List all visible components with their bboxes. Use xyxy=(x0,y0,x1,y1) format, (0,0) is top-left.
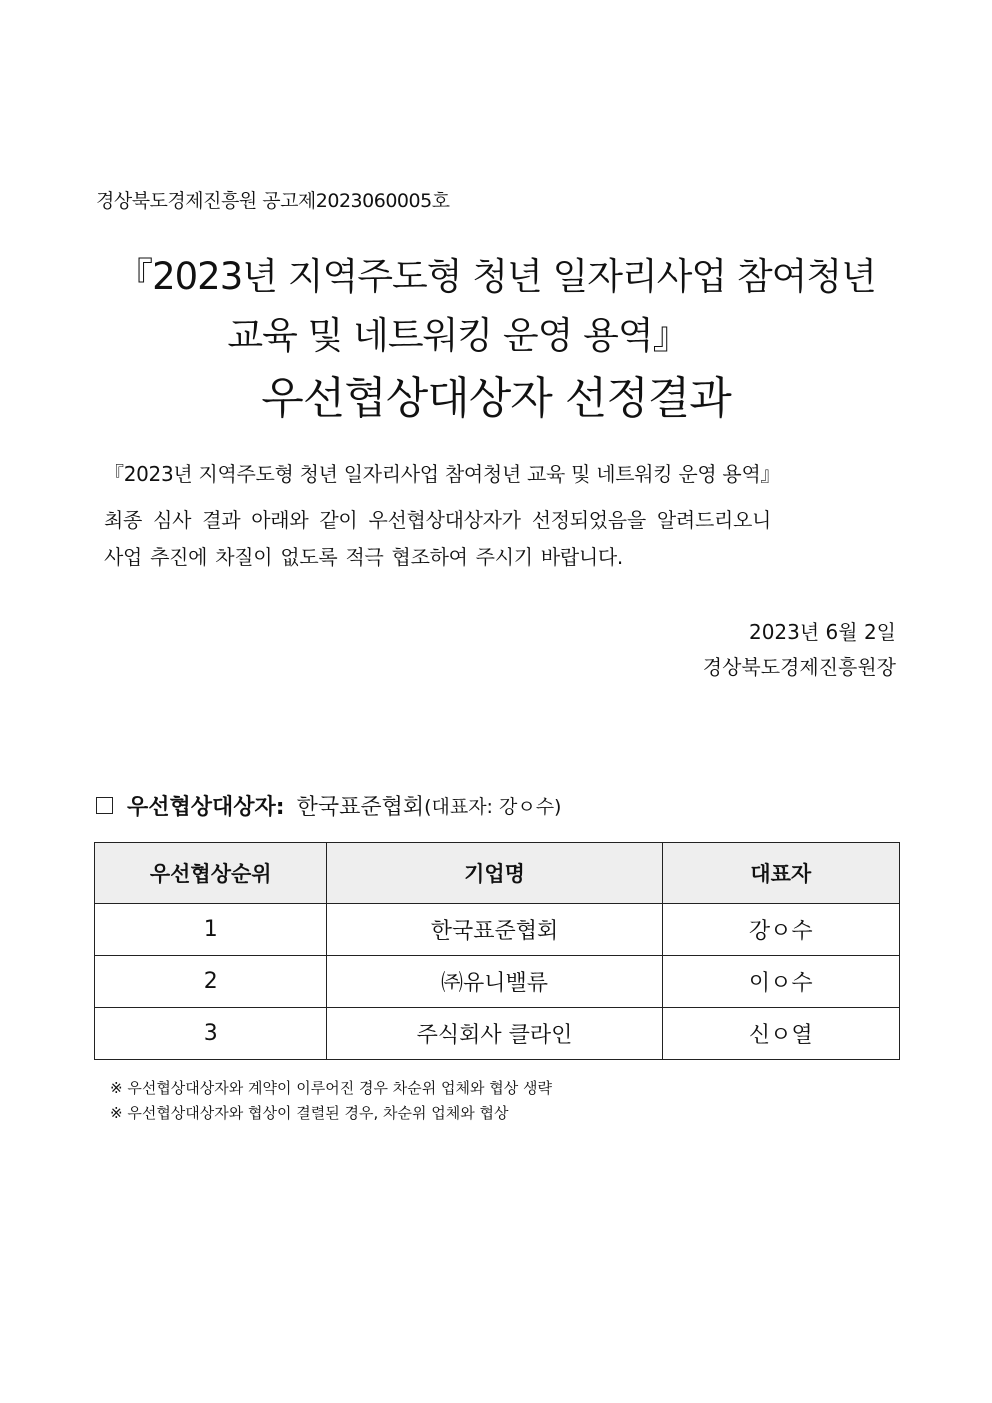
company-cell: 주식회사 클라인 xyxy=(327,1008,662,1060)
selection-label: 우선협상대상자: xyxy=(127,795,285,820)
representative-cell: 신ㅇ열 xyxy=(662,1008,899,1060)
title-line-1: 『2023년 지역주도형 청년 일자리사업 참여청년 xyxy=(116,255,876,298)
checkbox-icon xyxy=(96,797,113,814)
selection-summary xyxy=(96,790,561,821)
rank-cell: 2 xyxy=(95,956,327,1008)
company-cell: 한국표준협회 xyxy=(327,904,662,956)
header-rank: 우선협상순위 xyxy=(95,843,327,904)
table-header-row xyxy=(95,843,900,904)
note-1: ※ 우선협상대상자와 계약이 이루어진 경우 차순위 업체와 협상 생략 xyxy=(110,1079,552,1097)
body-line-3: 사업 추진에 차질이 없도록 적극 협조하여 주시기 바랍니다. xyxy=(104,545,623,569)
company-cell: ㈜유니밸류 xyxy=(327,956,662,1008)
representative-cell: 강ㅇ수 xyxy=(662,904,899,956)
representative-cell: 이ㅇ수 xyxy=(662,956,899,1008)
table-row xyxy=(95,904,900,956)
note-2: ※ 우선협상대상자와 협상이 결렬된 경우, 차순위 업체와 협상 xyxy=(110,1104,509,1122)
table-row xyxy=(95,1008,900,1060)
rank-cell: 3 xyxy=(95,1008,327,1060)
notice-number: 경상북도경제진흥원 공고제2023060005호 xyxy=(96,190,450,212)
result-table xyxy=(94,842,900,1060)
announcement-date: 2023년 6월 2일 xyxy=(748,620,896,644)
table-row xyxy=(95,956,900,1008)
title-line-3: 우선협상대상자 선정결과 xyxy=(261,373,731,424)
body-line-2: 최종 심사 결과 아래와 같이 우선협상대상자가 선정되었음을 알려드리오니 xyxy=(104,508,772,532)
header-representative: 대표자 xyxy=(662,843,899,904)
selection-company: 한국표준협회 xyxy=(296,795,425,820)
header-company: 기업명 xyxy=(327,843,662,904)
issuer: 경상북도경제진흥원장 xyxy=(702,655,896,679)
title-line-2: 교육 및 네트워킹 운영 용역』 xyxy=(227,314,689,357)
selection-representative: (대표자: 강ㅇ수) xyxy=(424,796,562,818)
rank-cell: 1 xyxy=(95,904,327,956)
body-line-1: 『2023년 지역주도형 청년 일자리사업 참여청년 교육 및 네트워킹 운영 용역』 xyxy=(104,462,781,486)
